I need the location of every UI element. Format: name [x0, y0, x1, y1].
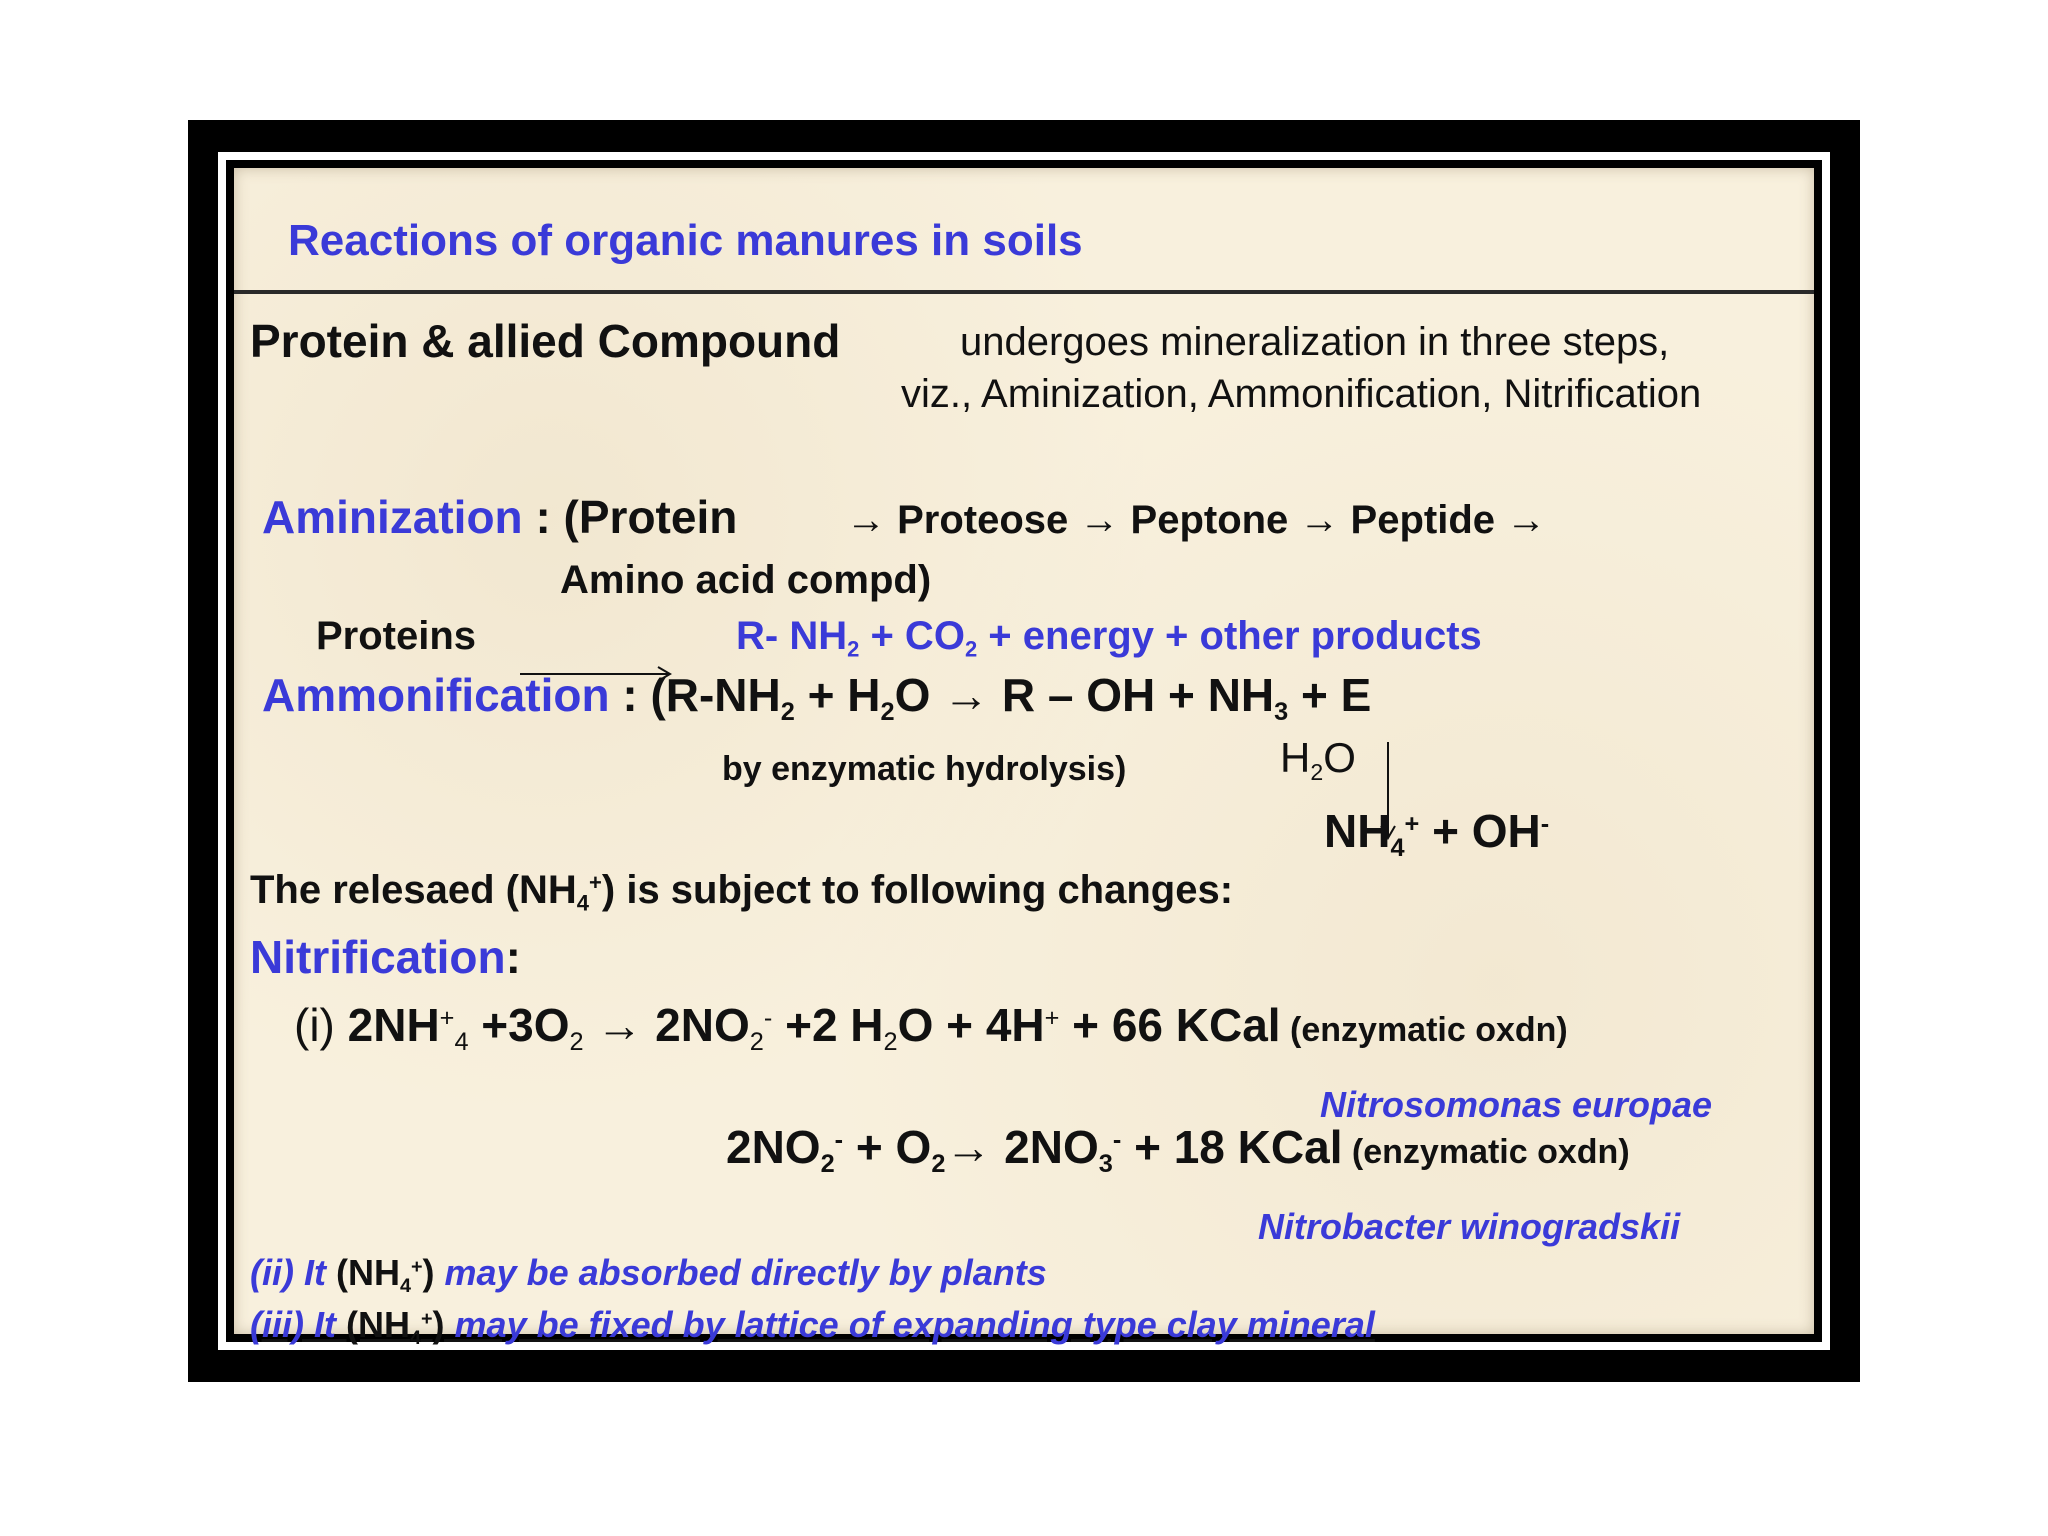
superscript: -: [1540, 809, 1550, 838]
superscript: -: [834, 1125, 844, 1154]
aminization-protein: : (Protein: [522, 491, 738, 543]
products-rest: + energy + other products: [977, 614, 1482, 658]
eq-part: ) is subject to following changes:: [601, 868, 1234, 912]
subscript: 4: [576, 890, 590, 916]
subscript: 2: [880, 697, 895, 726]
released-line: [250, 868, 1233, 917]
eq-part: + 66 KCal: [1059, 999, 1281, 1051]
organism-2: Nitrobacter winogradskii: [1258, 1206, 1681, 1247]
eq-part: + 18 KCal: [1121, 1121, 1343, 1173]
item-prefix: (iii) It: [250, 1304, 346, 1345]
eq-part: (i): [294, 999, 348, 1051]
subscript: 2: [780, 697, 795, 726]
organism-1: Nitrosomonas europae: [1320, 1084, 1713, 1125]
eq-part: +2 H: [772, 999, 884, 1051]
subscript: 2: [1310, 759, 1324, 786]
eq-part: ): [422, 1252, 435, 1293]
eq-note: (enzymatic oxdn): [1280, 1011, 1568, 1049]
eq-part: ): [432, 1304, 445, 1345]
subscript: 4: [1390, 833, 1405, 862]
subscript: 2: [964, 636, 978, 662]
superscript: +: [439, 1003, 455, 1032]
ammonium-ions: [1324, 804, 1549, 863]
eq-part: NH: [1324, 805, 1391, 857]
hydrolysis-note: by enzymatic hydrolysis): [722, 750, 1127, 788]
proteins-reactant: Proteins: [316, 614, 477, 658]
item-text: may be absorbed directly by plants: [434, 1252, 1047, 1293]
subscript: 4: [409, 1326, 421, 1349]
superscript: -: [1112, 1125, 1122, 1154]
products-co: + CO: [859, 614, 965, 658]
subscript: 2: [749, 1027, 764, 1056]
eq-part: (NH: [345, 1304, 410, 1345]
header-divider: [234, 290, 1814, 294]
eq-part: 2NO: [726, 1121, 821, 1173]
nitrification-eq-2: [726, 1120, 1630, 1179]
superscript: +: [1044, 1003, 1060, 1032]
superscript: +: [420, 1308, 433, 1331]
water-label: [1280, 734, 1356, 786]
eq-part: +3O: [468, 999, 570, 1051]
subscript: 3: [1098, 1149, 1113, 1178]
intro-subject: Protein & allied Compound: [250, 315, 841, 367]
superscript: +: [1404, 809, 1420, 838]
item-ii: [250, 1252, 1047, 1298]
aminization-chain: → Proteose → Peptone → Peptide →: [846, 498, 1547, 542]
aminization-label: Aminization: [262, 491, 523, 543]
nitrification-heading: [250, 930, 521, 984]
subscript: 3: [1274, 697, 1289, 726]
eq-part: → 2NO: [945, 1121, 1099, 1173]
subscript: 2: [847, 636, 860, 662]
eq-part: + O: [843, 1121, 932, 1173]
eq-part: + OH: [1419, 805, 1541, 857]
aminization-line-1: [262, 490, 737, 544]
subscript: 4: [454, 1027, 469, 1056]
eq-part: 2NH: [347, 999, 440, 1051]
eq-part: + H: [794, 669, 881, 721]
eq-part: :: [505, 931, 521, 983]
nitrification-label: Nitrification: [250, 931, 506, 983]
slide-border-inner: [226, 160, 1822, 1349]
eq-part: (NH: [335, 1252, 400, 1293]
proteins-products: [736, 614, 1482, 663]
slide-frame: [188, 120, 1860, 1382]
products-rnh: R- NH: [736, 614, 848, 658]
eq-part: + E: [1288, 669, 1372, 721]
superscript: +: [410, 1256, 423, 1279]
aminization-line-2: Amino acid compd): [560, 558, 932, 602]
slide-content: [234, 168, 1814, 1349]
item-prefix: (ii) It: [250, 1252, 336, 1293]
ammonification-equation: [262, 668, 1371, 727]
item-iii: [250, 1304, 1375, 1350]
subscript: 2: [931, 1149, 946, 1178]
eq-part: The relesaed (NH: [250, 868, 577, 912]
intro-line-1: undergoes mineralization in three steps,: [960, 320, 1670, 364]
slide-border: [218, 152, 1830, 1350]
eq-part: → 2NO: [583, 999, 750, 1051]
eq-part: O + 4H: [897, 999, 1045, 1051]
eq-part: O → R – OH + NH: [894, 669, 1275, 721]
nitrification-eq-1: [294, 998, 1568, 1057]
eq-part: H: [1280, 734, 1311, 781]
subscript: 4: [399, 1274, 411, 1297]
subscript: 2: [820, 1149, 835, 1178]
slide-title: Reactions of organic manures in soils: [288, 216, 1083, 265]
eq-part: O: [1323, 734, 1356, 781]
eq-part: : (R-NH: [609, 669, 781, 721]
ammonification-label: Ammonification: [262, 669, 610, 721]
superscript: +: [589, 869, 602, 895]
intro-line-2: viz., Aminization, Ammonification, Nitrification: [901, 372, 1702, 416]
item-text: may be fixed by lattice of expanding type clay mineral: [444, 1304, 1375, 1345]
eq-note: (enzymatic oxdn): [1342, 1133, 1630, 1171]
subscript: 2: [569, 1027, 584, 1056]
superscript: -: [763, 1003, 773, 1032]
subscript: 2: [883, 1027, 898, 1056]
